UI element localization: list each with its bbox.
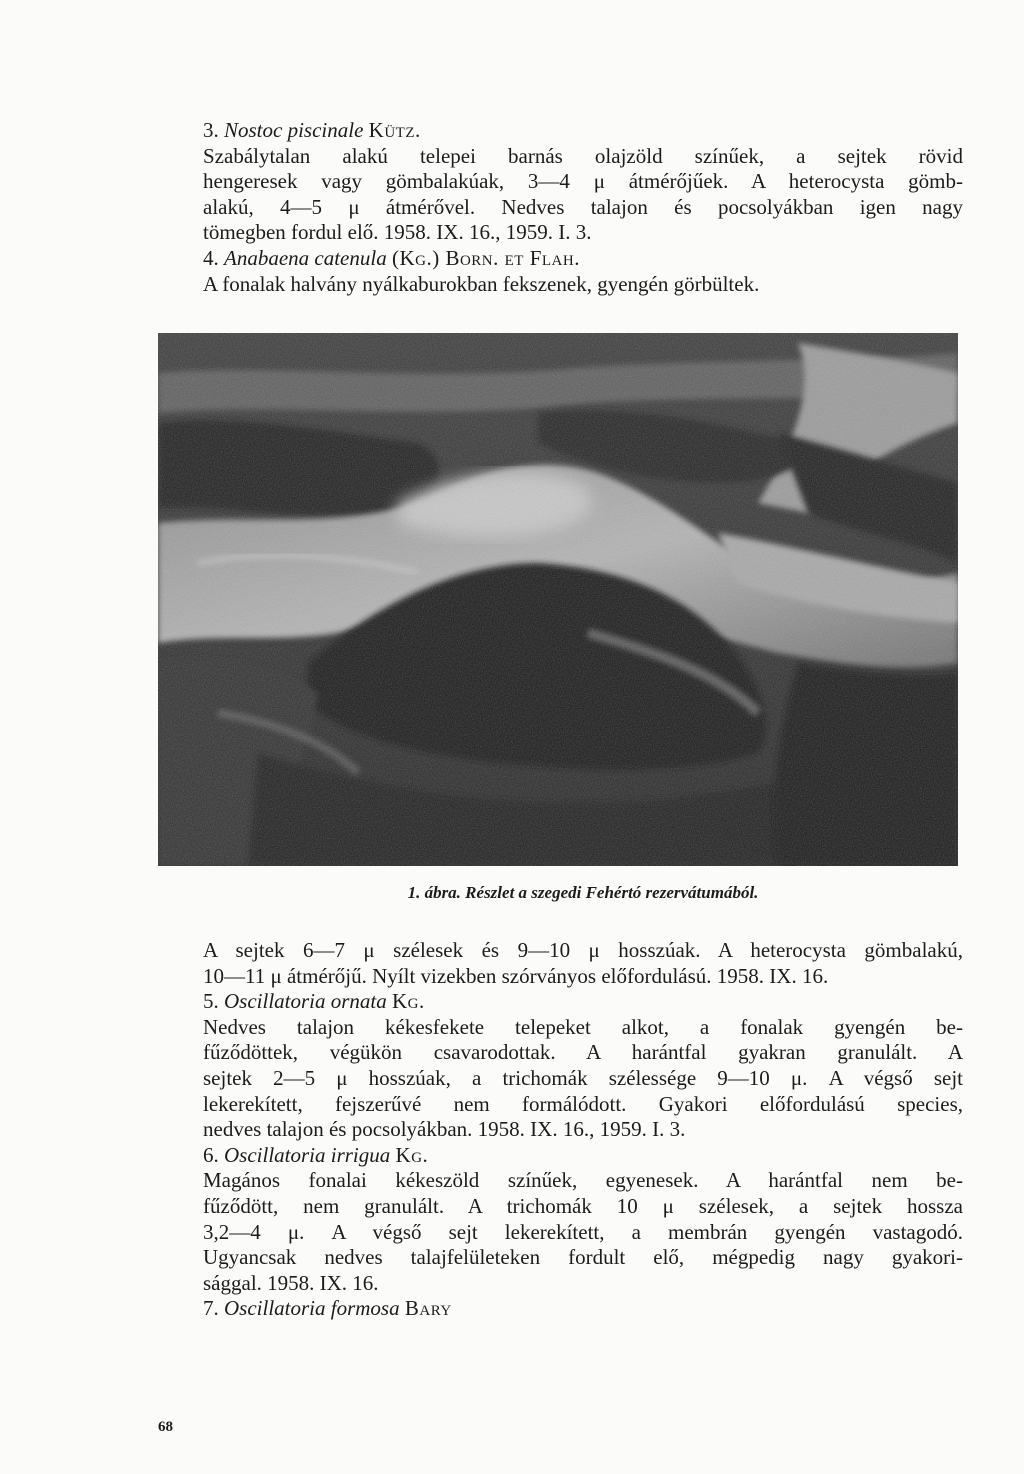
- text-line: Nedves talajon kékesfekete telepeket alkot, a fonalak gyengén be-: [203, 1014, 963, 1039]
- photo-image: [158, 333, 958, 866]
- species-author: (Kg.) Born. et Flah.: [391, 245, 580, 270]
- species-author: Kütz.: [368, 118, 421, 142]
- species-heading-3: 3. Nostoc piscinale Kütz.: [203, 118, 421, 142]
- species-name: Oscillatoria ornata: [224, 989, 387, 1014]
- text-line: Szabálytalan alakú telepei barnás olajzöld színűek, a sejtek rövid: [203, 143, 963, 168]
- text-line: fűződöttek, végükön csavarodottak. A harántfal gyakran granulált. A: [203, 1040, 963, 1065]
- text-line: tömegben fordul elő. 1958. IX. 16., 1959. I. 3.: [203, 220, 592, 245]
- species-heading-6: 6. Oscillatoria irrigua Kg.: [203, 1142, 429, 1167]
- species-author: Bary: [404, 1296, 452, 1321]
- top-text-block: [203, 118, 963, 297]
- text-line: hengeresek vagy gömbalakúak, 3—4 μ átmérőjűek. A heterocysta gömb-: [203, 169, 963, 194]
- figure-caption: 1. ábra. Részlet a szegedi Fehértó rezervátumából.: [407, 883, 759, 902]
- species-name: Nostoc piscinale: [224, 118, 364, 142]
- text-line: Ugyancsak nedves talajfelületeken fordult elő, mégpedig nagy gyakori-: [203, 1245, 963, 1270]
- species-name: Oscillatoria irrigua: [224, 1142, 391, 1167]
- text-line: sággal. 1958. IX. 16.: [203, 1270, 379, 1295]
- description-paragraph-5: [203, 1015, 963, 1143]
- text-line: alakú, 4—5 μ átmérővel. Nedves talajon és pocsolyákban igen nagy: [203, 194, 963, 219]
- text-line: lekerekített, fejszerűvé nem formálódott. Gyakori előfordulású species,: [203, 1091, 963, 1116]
- species-name: Oscillatoria formosa: [224, 1296, 400, 1321]
- bottom-text-block: [203, 938, 963, 1322]
- species-heading-4: 4. Anabaena catenula (Kg.) Born. et Flah.: [203, 245, 580, 270]
- text-line: sejtek 2—5 μ hosszúak, a trichomák szélessége 9—10 μ. A végső sejt: [203, 1065, 963, 1090]
- text-line: Magános fonalai kékeszöld színűek, egyenesek. A harántfal nem be-: [203, 1168, 963, 1193]
- text-line: fűződött, nem granulált. A trichomák 10 μ szélesek, a sejtek hossza: [203, 1193, 963, 1218]
- photograph-marsh: [158, 333, 958, 866]
- description-line: A fonalak halvány nyálkaburokban fekszenek, gyengén görbültek.: [203, 271, 760, 296]
- species-author: Kg.: [395, 1142, 429, 1167]
- species-heading-5: 5. Oscillatoria ornata Kg.: [203, 989, 425, 1014]
- description-paragraph-3: [203, 144, 963, 246]
- species-name: Anabaena catenula: [224, 245, 387, 270]
- text-line: 3,2—4 μ. A végső sejt lekerekített, a membrán gyengén vastagodó.: [203, 1219, 963, 1244]
- description-paragraph-6: [203, 1168, 963, 1296]
- page-number: 68: [158, 1419, 173, 1435]
- text-line: 10—11 μ átmérőjű. Nyílt vizekben szórványos előfordulású. 1958. IX. 16.: [203, 963, 829, 988]
- description-paragraph-4: [203, 938, 963, 989]
- species-heading-7: 7. Oscillatoria formosa Bary: [203, 1296, 452, 1321]
- text-line: nedves talajon és pocsolyákban. 1958. IX. 16., 1959. I. 3.: [203, 1117, 686, 1142]
- text-line: A sejtek 6—7 μ szélesek és 9—10 μ hosszúak. A heterocysta gömbalakú,: [203, 938, 963, 962]
- species-author: Kg.: [392, 989, 425, 1014]
